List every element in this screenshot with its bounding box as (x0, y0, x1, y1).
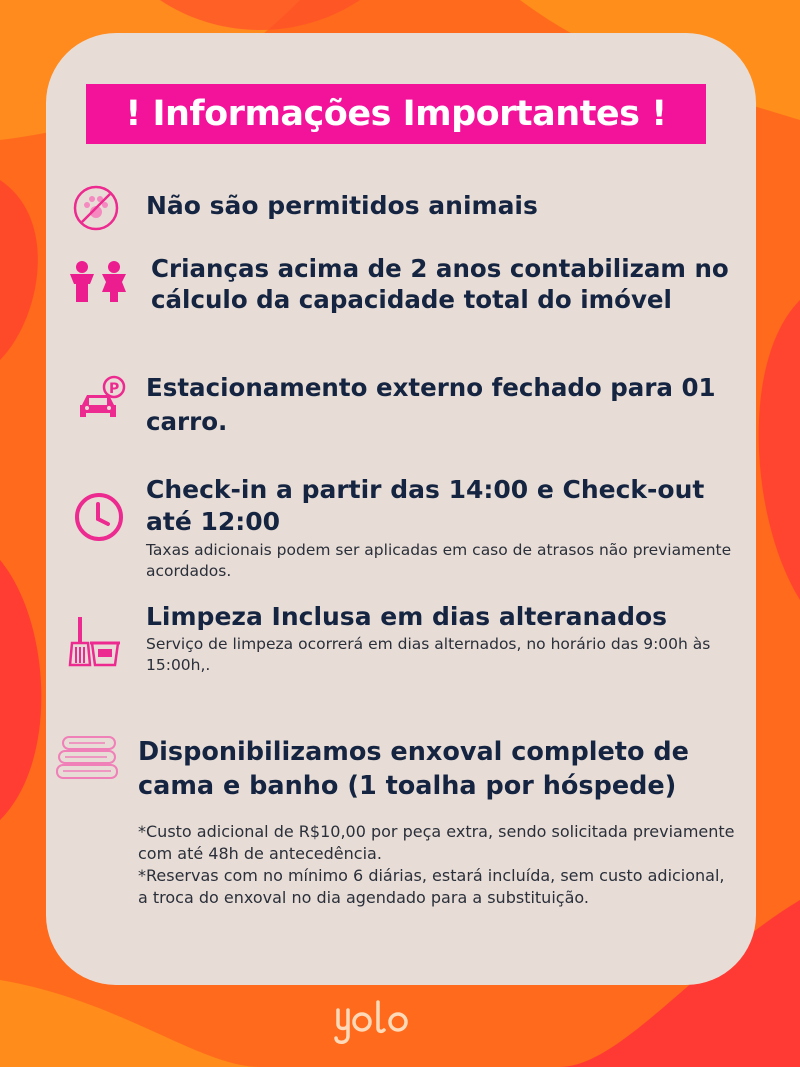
cleaning-heading: Limpeza Inclusa em dias alteranados (146, 602, 668, 631)
parking-car-icon (78, 375, 128, 423)
children-heading: Crianças acima de 2 anos contabilizam no cálculo da capacidade total do imóvel (151, 254, 729, 314)
page-title: ! Informações Importantes ! (86, 84, 706, 144)
svg-text:P: P (109, 381, 120, 397)
clock-icon (73, 491, 125, 543)
no-pets-icon (72, 184, 120, 232)
yolo-logo (332, 998, 422, 1054)
parking-heading: Estacionamento externo fechado para 01 carro. (146, 373, 716, 436)
checkin-note: Taxas adicionais podem ser aplicadas em caso de atrasos não previamente acordados. (146, 541, 732, 580)
footnote-extra-piece: *Custo adicional de R$10,00 por peça extra, sendo solicitada previamente com até 48h de antecedência. (138, 822, 735, 863)
children-icon (66, 260, 130, 304)
footnote-linen-change: *Reservas com no mínimo 6 diárias, estará incluída, sem custo adicional, a troca do enxoval no dia agendado para a substituição. (138, 866, 725, 907)
linens-heading: Disponibilizamos enxoval completo de cama e banho (1 toalha por hóspede) (138, 737, 689, 801)
cleaning-note: Serviço de limpeza ocorrerá em dias alternados, no horário das 9:00h às 15:00h,. (146, 635, 711, 674)
no-pets-heading: Não são permitidos animais (146, 191, 538, 220)
cleaning-icon (68, 615, 120, 667)
towels-icon (55, 735, 121, 781)
checkin-heading: Check-in a partir das 14:00 e Check-out até 12:00 (146, 475, 705, 536)
